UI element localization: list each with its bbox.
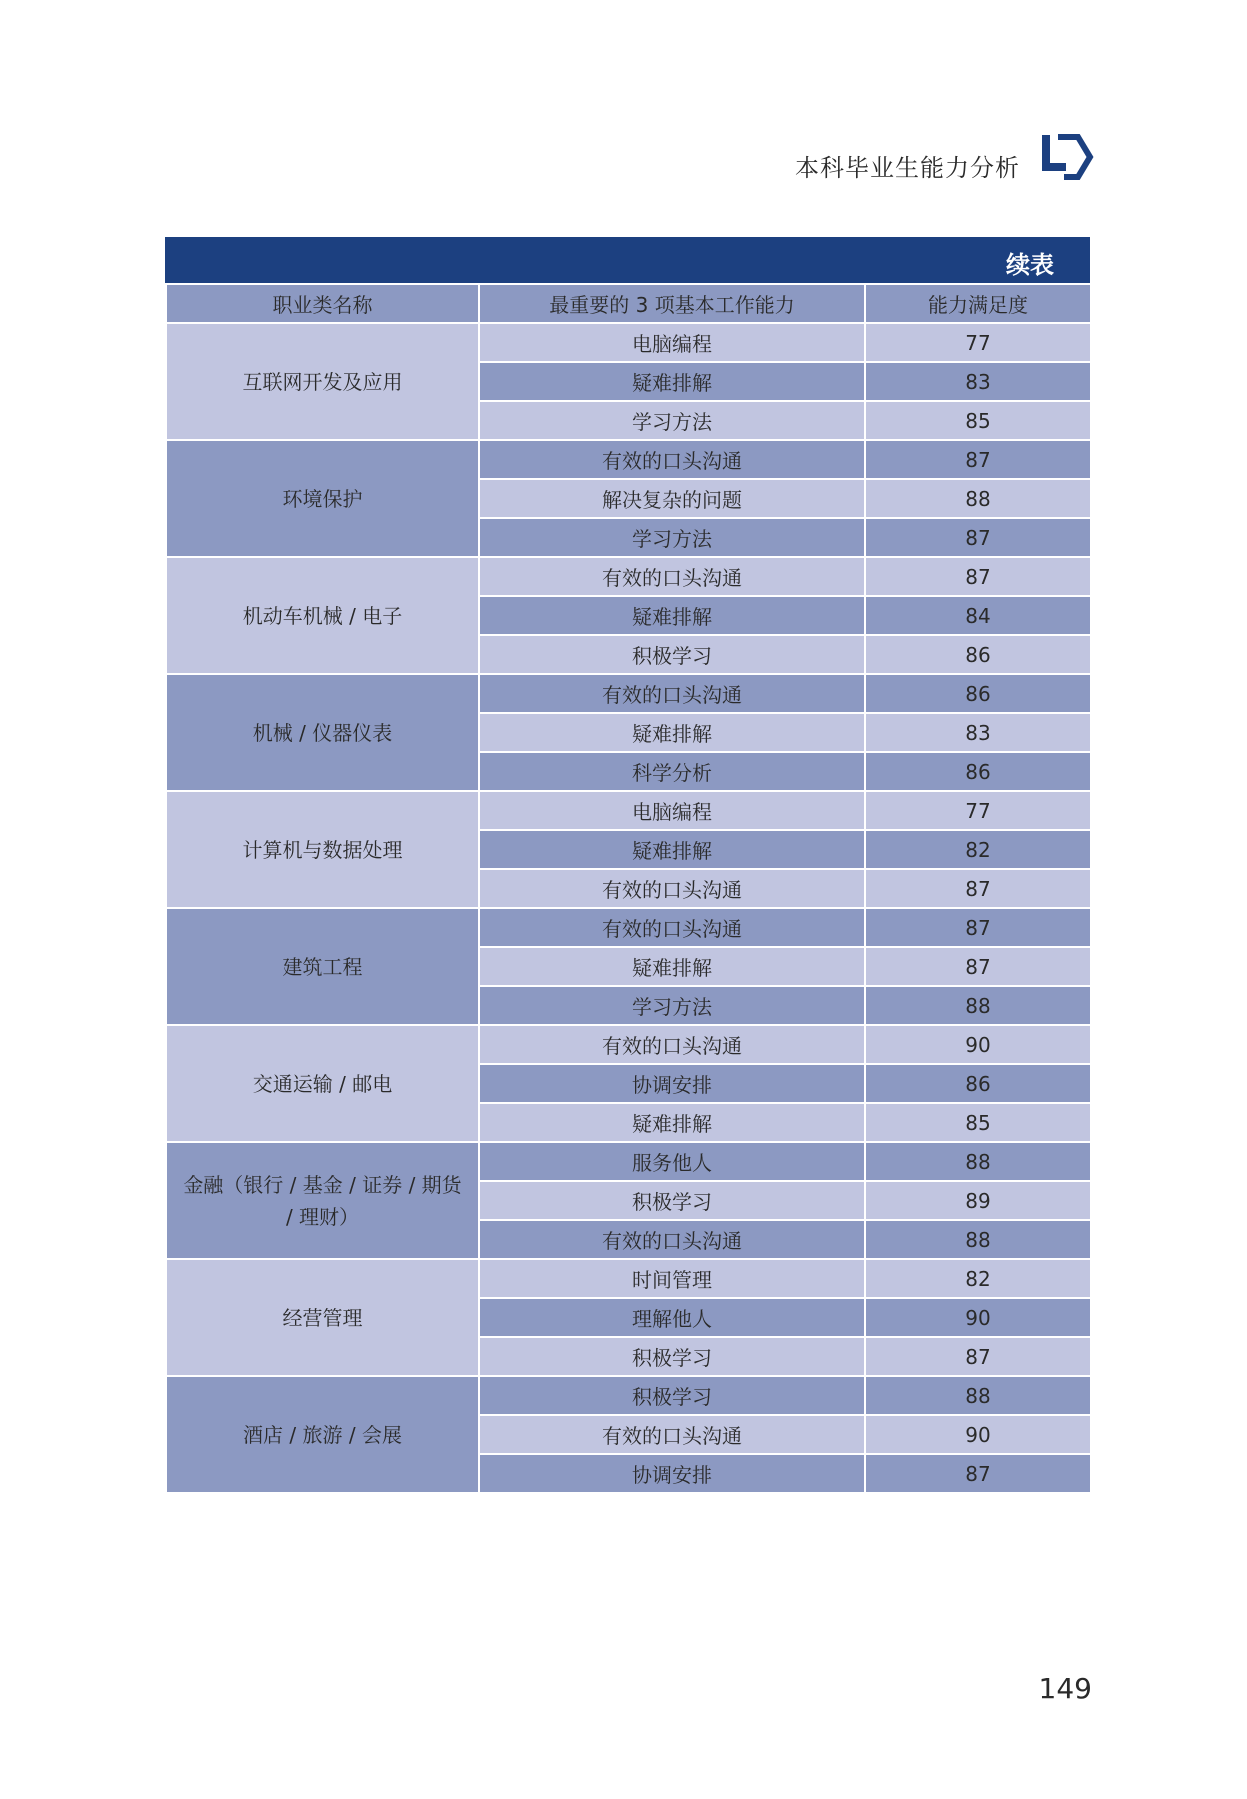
table-row [166, 791, 1091, 830]
ability-cell: 时间管理 [479, 1259, 865, 1298]
table-body [166, 323, 1091, 1493]
ability-cell: 学习方法 [479, 986, 865, 1025]
ability-cell: 有效的口头沟通 [479, 1220, 865, 1259]
table-row [166, 1025, 1091, 1064]
satisfaction-score-cell: 84 [865, 596, 1091, 635]
ability-cell: 协调安排 [479, 1064, 865, 1103]
occupation-name-cell: 经营管理 [166, 1259, 479, 1376]
ability-cell: 疑难排解 [479, 713, 865, 752]
satisfaction-score-cell: 89 [865, 1181, 1091, 1220]
column-header-abilities: 最重要的 3 项基本工作能力 [479, 284, 865, 323]
satisfaction-score-cell: 87 [865, 440, 1091, 479]
satisfaction-score-cell: 87 [865, 518, 1091, 557]
satisfaction-score-cell: 88 [865, 1142, 1091, 1181]
ability-cell: 积极学习 [479, 1376, 865, 1415]
ability-cell: 疑难排解 [479, 1103, 865, 1142]
column-header-occupation: 职业类名称 [166, 284, 479, 323]
satisfaction-score-cell: 87 [865, 947, 1091, 986]
ability-cell: 理解他人 [479, 1298, 865, 1337]
ability-cell: 有效的口头沟通 [479, 908, 865, 947]
satisfaction-score-cell: 83 [865, 713, 1091, 752]
satisfaction-score-cell: 88 [865, 986, 1091, 1025]
occupation-name-cell: 交通运输 / 邮电 [166, 1025, 479, 1142]
satisfaction-score-cell: 86 [865, 1064, 1091, 1103]
satisfaction-score-cell: 86 [865, 674, 1091, 713]
satisfaction-score-cell: 87 [865, 908, 1091, 947]
table-row [166, 1376, 1091, 1415]
table-row [166, 323, 1091, 362]
ability-cell: 有效的口头沟通 [479, 869, 865, 908]
occupation-name-cell: 机动车机械 / 电子 [166, 557, 479, 674]
satisfaction-score-cell: 90 [865, 1298, 1091, 1337]
ability-cell: 积极学习 [479, 1337, 865, 1376]
satisfaction-score-cell: 88 [865, 1376, 1091, 1415]
satisfaction-score-cell: 82 [865, 830, 1091, 869]
ability-cell: 有效的口头沟通 [479, 1025, 865, 1064]
ability-cell: 服务他人 [479, 1142, 865, 1181]
ability-cell: 疑难排解 [479, 362, 865, 401]
ability-cell: 疑难排解 [479, 830, 865, 869]
satisfaction-score-cell: 82 [865, 1259, 1091, 1298]
ability-cell: 学习方法 [479, 518, 865, 557]
table-header-row [166, 284, 1091, 323]
ability-cell: 积极学习 [479, 1181, 865, 1220]
ability-cell: 电脑编程 [479, 323, 865, 362]
ability-cell: 学习方法 [479, 401, 865, 440]
satisfaction-score-cell: 88 [865, 479, 1091, 518]
satisfaction-score-cell: 87 [865, 869, 1091, 908]
ability-cell: 积极学习 [479, 635, 865, 674]
occupation-name-cell: 计算机与数据处理 [166, 791, 479, 908]
ability-cell: 解决复杂的问题 [479, 479, 865, 518]
occupation-name-cell: 环境保护 [166, 440, 479, 557]
satisfaction-score-cell: 88 [865, 1220, 1091, 1259]
column-header-satisfaction: 能力满足度 [865, 284, 1091, 323]
occupation-name-cell: 互联网开发及应用 [166, 323, 479, 440]
ability-cell: 疑难排解 [479, 947, 865, 986]
satisfaction-score-cell: 87 [865, 557, 1091, 596]
section-title: 本科毕业生能力分析 [795, 154, 1020, 182]
ability-cell: 协调安排 [479, 1454, 865, 1493]
satisfaction-score-cell: 83 [865, 362, 1091, 401]
table-row [166, 908, 1091, 947]
ability-cell: 有效的口头沟通 [479, 557, 865, 596]
satisfaction-score-cell: 90 [865, 1025, 1091, 1064]
occupation-name-cell: 机械 / 仪器仪表 [166, 674, 479, 791]
ability-cell: 有效的口头沟通 [479, 1415, 865, 1454]
table-row [166, 1259, 1091, 1298]
satisfaction-score-cell: 86 [865, 752, 1091, 791]
occupation-name-cell: 酒店 / 旅游 / 会展 [166, 1376, 479, 1493]
satisfaction-score-cell: 85 [865, 401, 1091, 440]
continued-label: 续表 [1006, 251, 1054, 279]
satisfaction-score-cell: 85 [865, 1103, 1091, 1142]
satisfaction-score-cell: 77 [865, 791, 1091, 830]
ability-cell: 科学分析 [479, 752, 865, 791]
continued-table-banner [165, 237, 1090, 283]
satisfaction-score-cell: 87 [865, 1337, 1091, 1376]
table-row [166, 440, 1091, 479]
satisfaction-score-cell: 86 [865, 635, 1091, 674]
occupation-name-cell: 金融（银行 / 基金 / 证券 / 期货 / 理财） [166, 1142, 479, 1259]
table-row [166, 674, 1091, 713]
ability-cell: 有效的口头沟通 [479, 674, 865, 713]
table-row [166, 1142, 1091, 1181]
table-row [166, 557, 1091, 596]
occupation-name-cell: 建筑工程 [166, 908, 479, 1025]
satisfaction-score-cell: 77 [865, 323, 1091, 362]
ability-cell: 电脑编程 [479, 791, 865, 830]
ability-table [165, 283, 1092, 1494]
page-number: 149 [1038, 1672, 1092, 1705]
ability-cell: 疑难排解 [479, 596, 865, 635]
satisfaction-score-cell: 87 [865, 1454, 1091, 1493]
chapter-arrow-icon [1040, 133, 1096, 181]
satisfaction-score-cell: 90 [865, 1415, 1091, 1454]
ability-cell: 有效的口头沟通 [479, 440, 865, 479]
